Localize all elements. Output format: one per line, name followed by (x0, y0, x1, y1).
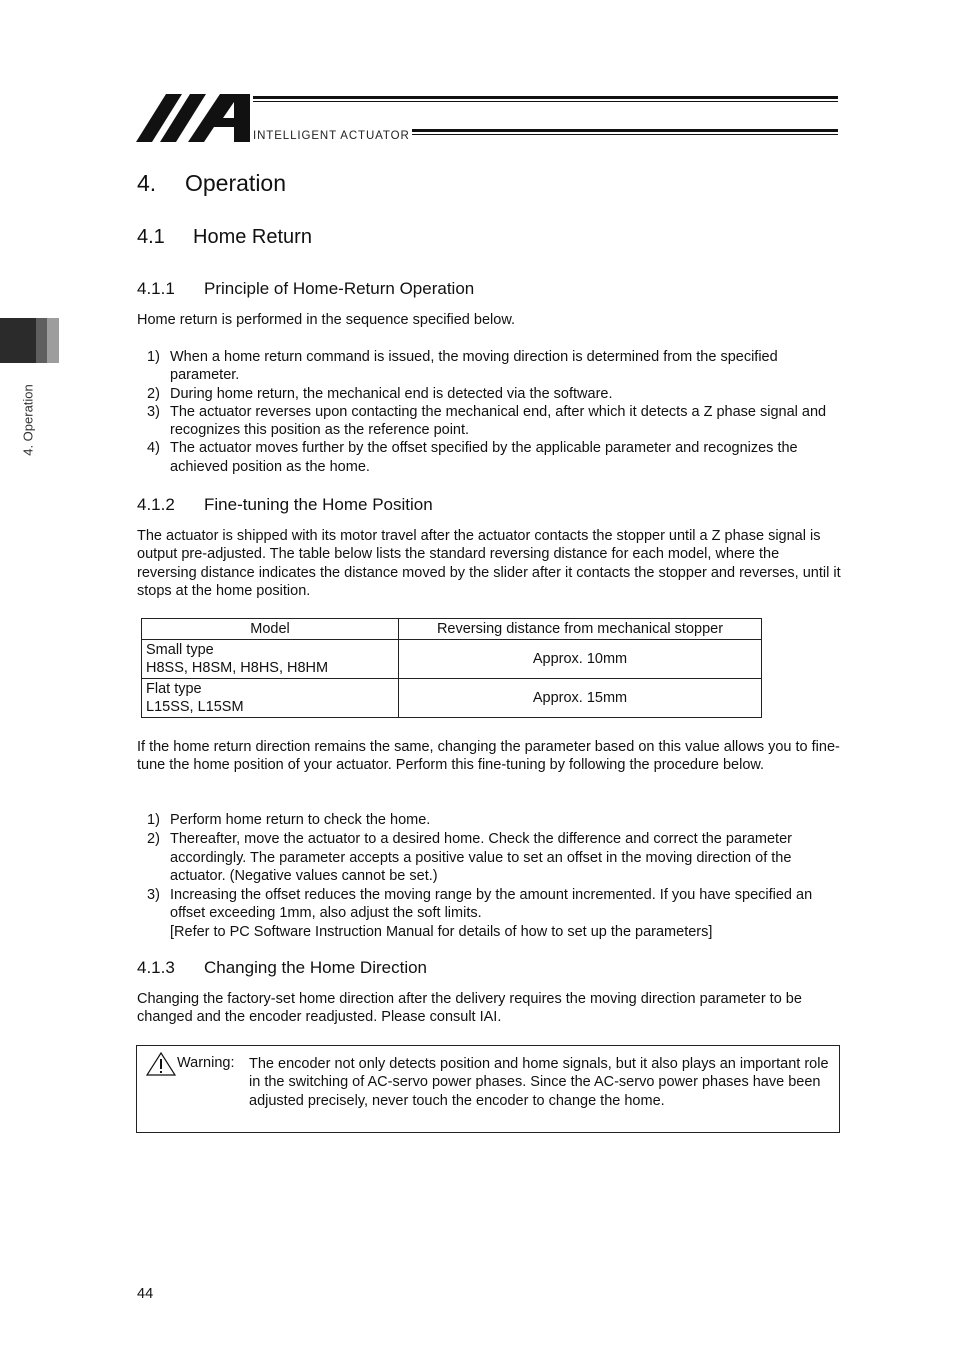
chapter-side-label: 4. Operation (20, 384, 36, 456)
warning-text: The encoder not only detects position and home signals, but it also plays an important role in the switching of AC-servo power phases. Since the AC-servo power phases have been adjusted precisely, never touch the encoder to change the home. (249, 1056, 829, 1109)
heading-title: Principle of Home-Return Operation (204, 279, 475, 298)
chapter-tab (0, 318, 36, 363)
list-item: 3) The actuator reverses upon contacting the mechanical end, after which it detects a Z phase signal and recognizes this position as the reference point. (147, 403, 827, 439)
section-heading (137, 226, 312, 249)
list-item: 1) Perform home return to check the home. (147, 812, 431, 828)
list-item: 2) Thereafter, move the actuator to a desired home. Check the difference and correct the parameter accordingly. The parameter accepts a positive value to set an offset in the moving direction of the actuator. (Negative values cannot be set.) (147, 831, 792, 884)
reference-note: [Refer to PC Software Instruction Manual for details of how to set up the parameters] (170, 923, 713, 940)
paragraph: Changing the factory-set home direction after the delivery requires the moving direction parameter to be changed and the encoder readjusted. Please consult IAI. (137, 991, 802, 1026)
chapter-heading (137, 170, 286, 197)
chapter-tab-stripe (47, 318, 59, 363)
list-item: 4) The actuator moves further by the offset specified by the applicable parameter and recognizes the achieved position as the home. (147, 440, 798, 475)
heading-number: 4.1 (137, 226, 165, 248)
logo-wordmark: INTELLIGENT ACTUATOR (253, 130, 410, 142)
subsection-heading-4-1-3 (137, 958, 427, 978)
distance-cell: Approx. 10mm (399, 640, 762, 679)
heading-title: Changing the Home Direction (204, 958, 428, 977)
list-item: 3) Increasing the offset reduces the moving range by the amount incremented. If you have specified an offset exceeding 1mm, also adjust the soft limits. [Refer to PC Software Instruction Manual for details of how to set up the parameters] (147, 887, 813, 940)
page-number: 44 (137, 1286, 154, 1302)
warning-label: Warning: (177, 1055, 235, 1071)
warning-triangle-icon (146, 1052, 176, 1076)
table-row (142, 640, 762, 679)
model-cell: Flat type L15SS, L15SM (142, 679, 399, 718)
distance-cell: Approx. 15mm (399, 679, 762, 718)
list-item: 1) When a home return command is issued, the moving direction is determined from the specified parameter. (147, 349, 778, 384)
numbered-list (137, 348, 842, 476)
header-rule (412, 129, 838, 132)
paragraph: Home return is performed in the sequence specified below. (137, 312, 516, 328)
header-rule (412, 134, 838, 135)
heading-title: Operation (185, 170, 287, 196)
iai-logo-icon (136, 94, 250, 142)
heading-number: 4.1.1 (137, 279, 175, 298)
paragraph: The actuator is shipped with its motor travel after the actuator contacts the stopper until a Z phase signal is output pre-adjusted. The table below lists the standard reversing distance for each model, where the reversing distance indicates the distance moved by the slider after it contacts the stopper and reverses, until it stops at the home position. (137, 528, 841, 599)
header-rule (253, 101, 838, 102)
heading-title: Fine-tuning the Home Position (204, 495, 433, 514)
heading-number: 4.1.2 (137, 495, 175, 514)
subsection-heading-4-1-1 (137, 279, 474, 299)
header-rule (253, 96, 838, 99)
subsection-heading-4-1-2 (137, 495, 433, 515)
numbered-list (137, 811, 842, 941)
reversing-distance-table (141, 618, 762, 718)
table-header-row (142, 619, 762, 640)
chapter-tab-stripe (36, 318, 47, 363)
heading-number: 4. (137, 170, 157, 196)
table-row (142, 679, 762, 718)
column-header: Model (142, 619, 399, 640)
heading-number: 4.1.3 (137, 958, 175, 977)
model-cell: Small type H8SS, H8SM, H8HS, H8HM (142, 640, 399, 679)
heading-title: Home Return (193, 226, 312, 248)
column-header: Reversing distance from mechanical stopper (399, 619, 762, 640)
list-item: 2) During home return, the mechanical end is detected via the software. (147, 385, 613, 402)
paragraph: If the home return direction remains the same, changing the parameter based on this value allows you to fine-tune the home position of your actuator. Perform this fine-tuning by following the procedure below. (137, 739, 840, 774)
